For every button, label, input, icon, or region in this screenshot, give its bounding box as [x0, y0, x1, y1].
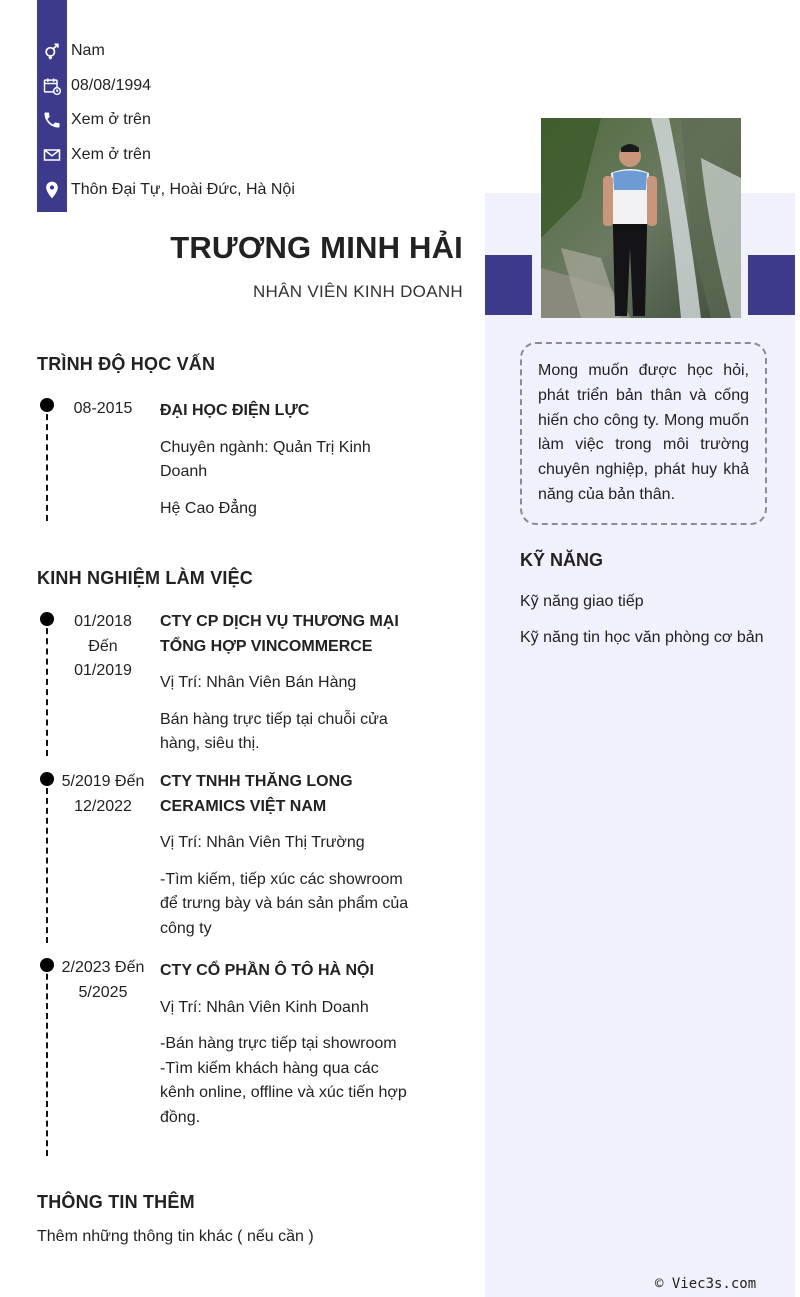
additional-info-text: Thêm những thông tin khác ( nếu cần ) — [37, 1228, 314, 1245]
company-name: CTY CP DỊCH VỤ THƯƠNG MẠI TỔNG HỢP VINCOMMERCE — [160, 613, 399, 655]
additional-info-heading: THÔNG TIN THÊM — [37, 1192, 195, 1212]
school-name: ĐẠI HỌC ĐIỆN LỰC — [160, 402, 310, 419]
birthday-value: 08/08/1994 — [71, 77, 152, 94]
company-name: CTY CỔ PHẦN Ô TÔ HÀ NỘI — [160, 962, 374, 979]
contact-address — [37, 173, 437, 207]
experience-date: 5/2019 Đến 12/2022 — [61, 773, 145, 815]
copyright: © Viec3s.com — [655, 1276, 757, 1292]
experience-position: Vị Trí: Nhân Viên Bán Hàng — [160, 674, 357, 691]
candidate-title: NHÂN VIÊN KINH DOANH — [252, 282, 463, 301]
experience-entry — [160, 610, 410, 757]
email-value: Xem ở trên — [71, 146, 151, 163]
experience-heading: KINH NGHIỆM LÀM VIỆC — [37, 568, 254, 588]
address-value: Thôn Đại Tự, Hoài Đức, Hà Nội — [71, 181, 295, 198]
contact-phone — [37, 103, 437, 137]
envelope-icon — [37, 138, 67, 172]
experience-date: 01/2018 Đến 01/2019 — [74, 613, 132, 679]
career-objective: Mong muốn được học hỏi, phát triển bản thân và cống hiến cho công ty. Mong muốn làm việc trong môi trường chuyên nghiệp, phát huy khả năng của bản thân. — [520, 342, 767, 525]
education-entry — [160, 399, 410, 521]
candidate-name: TRƯƠNG MINH HẢI — [170, 230, 463, 265]
education-level: Hệ Cao Đẳng — [160, 499, 257, 517]
calendar-icon — [37, 69, 67, 103]
contact-email — [37, 138, 437, 172]
experience-description: -Tìm kiếm, tiếp xúc các showroom để trưng bày và bán sản phẩm của công ty — [160, 870, 409, 937]
education-heading: TRÌNH ĐỘ HỌC VẤN — [37, 354, 216, 374]
skills-heading: KỸ NĂNG — [520, 550, 604, 570]
experience-entry — [160, 770, 410, 941]
experience-timeline-line — [46, 618, 48, 756]
skill-item: Kỹ năng tin học văn phòng cơ bản — [520, 629, 764, 646]
decorative-block-left — [485, 255, 532, 315]
experience-description: -Bán hàng trực tiếp tại showroom -Tìm kiếm khách hàng qua các kênh online, offline và xúc tiến hợp đồng. — [160, 1035, 407, 1126]
gender-icon — [37, 34, 67, 68]
experience-description: Bán hàng trực tiếp tại chuỗi cửa hàng, siêu thị. — [160, 710, 388, 752]
education-timeline-line — [46, 404, 48, 521]
experience-position: Vị Trí: Nhân Viên Kinh Doanh — [160, 998, 369, 1016]
profile-photo — [541, 118, 741, 318]
education-major: Chuyên ngành: Quản Trị Kinh Doanh — [160, 438, 371, 480]
skill-item: Kỹ năng giao tiếp — [520, 593, 644, 610]
gender-value: Nam — [71, 42, 105, 59]
phone-value: Xem ở trên — [71, 111, 151, 128]
phone-icon — [37, 103, 67, 137]
company-name: CTY TNHH THĂNG LONG CERAMICS VIỆT NAM — [160, 773, 353, 815]
experience-timeline-line — [46, 778, 48, 943]
contact-gender — [37, 34, 437, 68]
experience-date: 2/2023 Đến 5/2025 — [61, 959, 145, 1001]
experience-entry — [160, 959, 410, 1130]
location-pin-icon — [37, 173, 67, 207]
timeline-dot — [40, 612, 54, 626]
timeline-dot — [40, 958, 54, 972]
experience-timeline-line — [46, 964, 48, 1156]
contact-birthday — [37, 69, 437, 103]
timeline-dot — [40, 772, 54, 786]
education-date: 08-2015 — [73, 400, 133, 417]
decorative-block-right — [748, 255, 795, 315]
experience-position: Vị Trí: Nhân Viên Thị Trường — [160, 834, 365, 851]
timeline-dot — [40, 398, 54, 412]
